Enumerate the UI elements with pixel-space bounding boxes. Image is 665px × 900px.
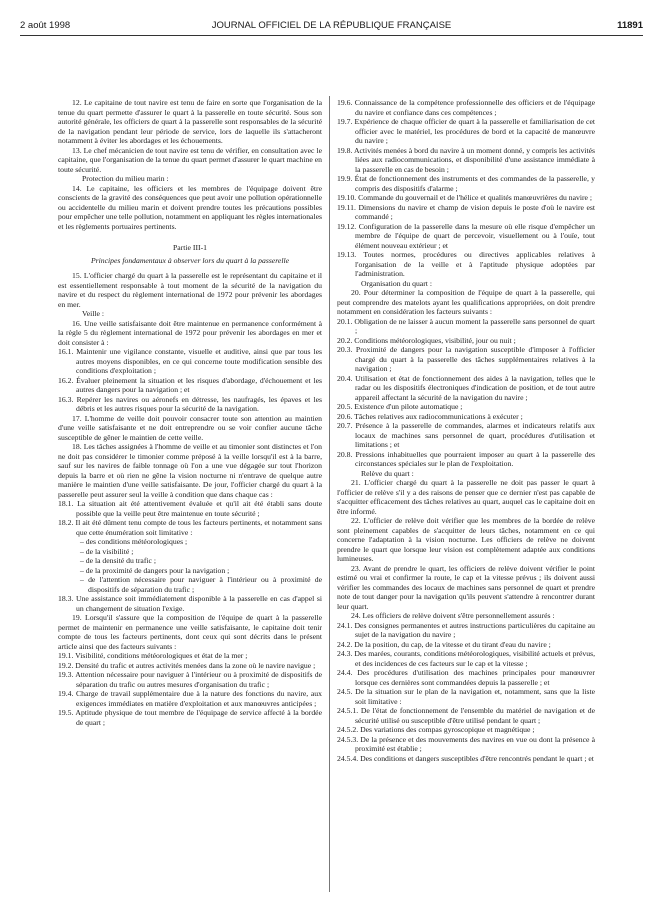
left-dash: – des conditions météorologiques ; <box>80 537 188 546</box>
left-item: 18.2. Il ait été dûment tenu compte de tous les facteurs pertinents, et notamment sans que cette énumération soit limitative : <box>58 518 322 537</box>
left-item: 16.2. Évaluer pleinement la situation et les risques d'abordage, d'échouement et les autres dangers pour la navigation ; et <box>58 375 322 394</box>
left-p: 13. Le chef mécanicien de tout navire est tenu de vérifier, en consultation avec le capitaine, que l'organisation de la tenue du quart permet d'assurer le quart machine en toute sécurité. <box>58 145 322 174</box>
left-item: 18.1. La situation ait été attentivement évaluée et qu'il ait été établi sans doute possible que la veille peut être maintenue en toute sécurité ; <box>58 499 322 518</box>
right-item: 19.7. Expérience de chaque officier de quart à la passerelle et familiarisation de cet officier avec le matériel, les procédures de bord et la capacité de manœuvre du navire ; <box>337 117 595 145</box>
left-part: Partie III-1 <box>173 243 207 252</box>
right-item: 19.6. Connaissance de la compétence professionnelle des officiers et de l'équipage du navire et confiance dans ces compétences ; <box>337 98 595 117</box>
right-item: 20.8. Pressions inhabituelles que pourraient imposer au quart à la passerelle des circonstances spéciales sur le plan de l'exploitation. <box>337 449 595 468</box>
page-header <box>20 20 643 36</box>
left-p: 17. L'homme de veille doit pouvoir consacrer toute son attention au maintien d'une veille satisfaisante et ne doit entreprendre ou se voir confier aucune tâche susceptible de gêner le maintien de cette veille. <box>58 413 322 442</box>
right-p: 23. Avant de prendre le quart, les officiers de relève doivent vérifier le point estimé ou vrai et confirmer la route, le cap et la vitesse prévus ; ils doivent aussi vérifier les commandes des locaux de machines sans personnel de quart et prendre note de tout danger pour la navigation qu'ils peuvent s'attendre à rencontrer durant leur quart. <box>337 563 595 611</box>
right-p: 20. Pour déterminer la composition de l'équipe de quart à la passerelle, qui peut comprendre des matelots ayant les qualifications appropriées, on doit prendre notamment en considération les facteurs suivants : <box>337 288 595 316</box>
left-sub: Protection du milieu marin : <box>82 174 169 183</box>
left-dash: – de la proximité de dangers pour la navigation ; <box>80 565 230 575</box>
right-item: 24.5.1. De l'état de fonctionnement de l'ensemble du matériel de navigation et de sécurité utilisé ou susceptible d'être utilisé pendant le quart ; <box>337 706 595 725</box>
header-rule <box>20 35 643 36</box>
right-item: 24.1. Des consignes permanentes et autres instructions particulières du capitaine au sujet de la navigation du navire ; <box>337 620 595 639</box>
left-p: 16. Une veille satisfaisante doit être maintenue en permanence conformément à la règle 5 du règlement international de 1972 pour prévenir les abordages en mer et doit consister à : <box>58 318 322 347</box>
right-item: 20.4. Utilisation et état de fonctionnement des aides à la navigation, telles que le radar ou les dispositifs électroniques d'indication de position, et de tout autre appareil affectant la sécurité de la navigation du navire ; <box>337 373 595 402</box>
left-dash: – de la visibilité ; <box>80 546 134 556</box>
right-item: 24.3. Des marées, courants, conditions météorologiques, visibilité actuels et prévus, et des incidences de ces facteurs sur le cap et la vitesse ; <box>337 649 595 668</box>
left-dash: – de la densité du trafic ; <box>80 556 156 565</box>
left-item: 19.5. Aptitude physique de tout membre de l'équipage de service affecté à la bordée de quart ; <box>58 708 322 727</box>
right-item: 24.5.3. De la présence et des mouvements des navires en vue ou dont la présence à proximité est établie ; <box>337 734 595 753</box>
right-item: 20.2. Conditions météorologiques, visibilité, jour ou nuit ; <box>337 335 516 345</box>
left-p: 12. Le capitaine de tout navire est tenu de faire en sorte que l'organisation de la tenue du quart permette d'assurer le quart à la passerelle en toute sécurité. Sous son autorité générale, les officiers de quart à la passerelle sont responsables de la sécurité de la navigation pendant leur période de service, lors de laquelle ils s'attacheront notamment à éviter les abordages et les échouements. <box>58 98 322 145</box>
right-item: 20.1. Obligation de ne laisser à aucun moment la passerelle sans personnel de quart ; <box>337 316 595 335</box>
left-ptitle: Principes fondamentaux à observer lors du quart à la passerelle <box>90 255 290 265</box>
right-p: 21. L'officier chargé du quart à la passerelle ne doit pas passer le quart à l'officier de relève s'il y a des raisons de penser que ce dernier n'est pas capable de s'acquitter efficacement des tâches relatives au quart, auquel cas le capitaine doit en être informé. <box>337 478 595 516</box>
left-item: 19.2. Densité du trafic et autres activités menées dans la zone où le navire navigue ; <box>58 660 316 670</box>
left-p: 18. Les tâches assignées à l'homme de veille et au timonier sont distinctes et l'on ne doit pas considérer le timonier comme préposé à la veille lorsqu'il est à la barre, sauf sur les navires de faible tonnage où l'on a une vue dégagée sur tout l'horizon depuis la barre et où rien ne gêne la vision nocturne ni n'entrave de quelque autre manière le maintien d'une veille satisfaisante. De jour, l'officier chargé du quart à la passerelle peut assurer seul la veille à condition que dans chaque cas : <box>58 442 322 499</box>
left-p: 14. Le capitaine, les officiers et les membres de l'équipage doivent être conscients de la gravité des conséquences que peut avoir une pollution opérationnelle ou accidentelle du milieu marin et doivent prendre toutes les précautions possibles pour empêcher une telle pollution, notamment en appliquant les règles internationales et les règlements portuaires pertinents. <box>58 183 322 231</box>
right-sub: Relève du quart : <box>361 468 414 478</box>
right-item: 19.11. Dimensions du navire et champ de vision depuis le poste d'où le navire est commandé ; <box>337 202 595 221</box>
right-item: 19.13. Toutes normes, procédures ou directives applicables relatives à l'organisation de la veille et à l'aptitude physique adoptées par l'administration. <box>337 250 595 278</box>
right-item: 24.5.4. Des conditions et dangers susceptibles d'être rencontrés pendant le quart ; et <box>337 753 594 763</box>
right-column <box>337 98 595 894</box>
right-item: 19.12. Configuration de la passerelle dans la mesure où elle risque d'empêcher un membre de l'équipe de quart de percevoir, visuellement ou à l'ouïe, tout élément nouveau extérieur ; et <box>337 221 595 250</box>
left-p: 15. L'officier chargé du quart à la passerelle est le représentant du capitaine et il est essentiellement responsable à tout moment de la sécurité de la navigation du navire et du respect du règlement international de 1972 pour prévenir les abordages en mer. <box>58 271 322 309</box>
right-item: 20.5. Existence d'un pilote automatique ; <box>337 402 463 411</box>
right-item: 24.4. Des procédures d'utilisation des machines principales pour manœuvrer lorsque ces dernières sont commandées depuis la passerelle ; et <box>337 668 595 687</box>
right-p: 24. Les officiers de relève doivent s'être personnellement assurés : <box>351 611 555 620</box>
right-item: 20.3. Proximité de dangers pour la navigation susceptible d'imposer à l'officier chargé du quart à la passerelle des tâches supplémentaires relatives à la navigation ; <box>337 345 595 373</box>
right-item: 19.10. Commande du gouvernail et de l'hélice et qualités manœuvrières du navire ; <box>337 193 592 202</box>
page-number: 11891 <box>617 20 643 31</box>
right-p: 22. L'officier de relève doit vérifier que les membres de la bordée de relève sont pleinement capables de s'acquitter de leurs tâches, notamment en ce qui concerne l'adaptation à la vision nocturne. Les officiers de relève ne doivent prendre le quart que lorsque leur vision est complètement adaptée aux conditions lumineuses. <box>337 516 595 563</box>
left-item: 19.3. Attention nécessaire pour naviguer à l'intérieur ou à proximité de dispositifs de séparation du trafic ou autres mesures d'organisation du trafic ; <box>58 670 322 689</box>
right-item: 19.9. État de fonctionnement des instruments et des commandes de la passerelle, y compris des dispositifs d'alarme ; <box>337 174 595 193</box>
left-item: 16.1. Maintenir une vigilance constante, visuelle et auditive, ainsi que par tous les autres moyens disponibles, en ce qui concerne toute modification sensible des conditions d'exploitation ; <box>58 347 322 375</box>
right-item: 24.2. De la position, du cap, de la vitesse et du tirant d'eau du navire ; <box>337 639 551 649</box>
right-item: 24.5. De la situation sur le plan de la navigation et, notamment, sans que la liste soit limitative : <box>337 687 595 706</box>
left-item: 18.3. Une assistance soit immédiatement disponible à la passerelle en cas d'appel si un changement de situation l'exige. <box>58 594 322 613</box>
left-item: 19.1. Visibilité, conditions météorologiques et état de la mer ; <box>58 651 248 660</box>
left-item: 16.3. Repérer les navires ou aéronefs en détresse, les naufragés, les épaves et les débris et les autres risques pour la sécurité de la navigation. <box>58 394 322 413</box>
left-column <box>58 98 322 894</box>
right-item: 20.7. Présence à la passerelle de commandes, alarmes et indicateurs relatifs aux locaux de machines sans personnel de quart, procédures d'utilisation et limitations ; et <box>337 421 595 449</box>
right-item: 24.5.2. Des variations des compas gyroscopique et magnétique ; <box>337 725 535 734</box>
right-item: 20.6. Tâches relatives aux radiocommunications à exécuter ; <box>337 411 523 421</box>
right-sub: Organisation du quart : <box>361 278 432 288</box>
column-divider <box>329 96 330 892</box>
header-date: 2 août 1998 <box>20 20 71 31</box>
left-p: 19. Lorsqu'il s'assure que la composition de l'équipe de quart à la passerelle permet de maintenir en permanence une veille satisfaisante, le capitaine doit tenir compte de tous les facteurs pertinents, dont ceux qui sont décrits dans le présent article ainsi que des facteurs suivants : <box>58 613 322 651</box>
left-item: 19.4. Charge de travail supplémentaire due à la nature des fonctions du navire, aux exigences immédiates en matière d'exploitation et aux manœuvres anticipées ; <box>58 689 322 708</box>
journal-title: JOURNAL OFFICIEL DE LA RÉPUBLIQUE FRANÇAISE <box>211 20 452 31</box>
right-item: 19.8. Activités menées à bord du navire à un moment donné, y compris les activités liées aux radiocommunications, et disponibilité d'une assistance immédiate à la passerelle en cas de besoin ; <box>337 145 595 174</box>
left-sub: Veille : <box>82 309 104 318</box>
left-dash: – de l'attention nécessaire pour naviguer à l'intérieur ou à proximité de dispositifs de séparation du trafic ; <box>80 575 322 594</box>
